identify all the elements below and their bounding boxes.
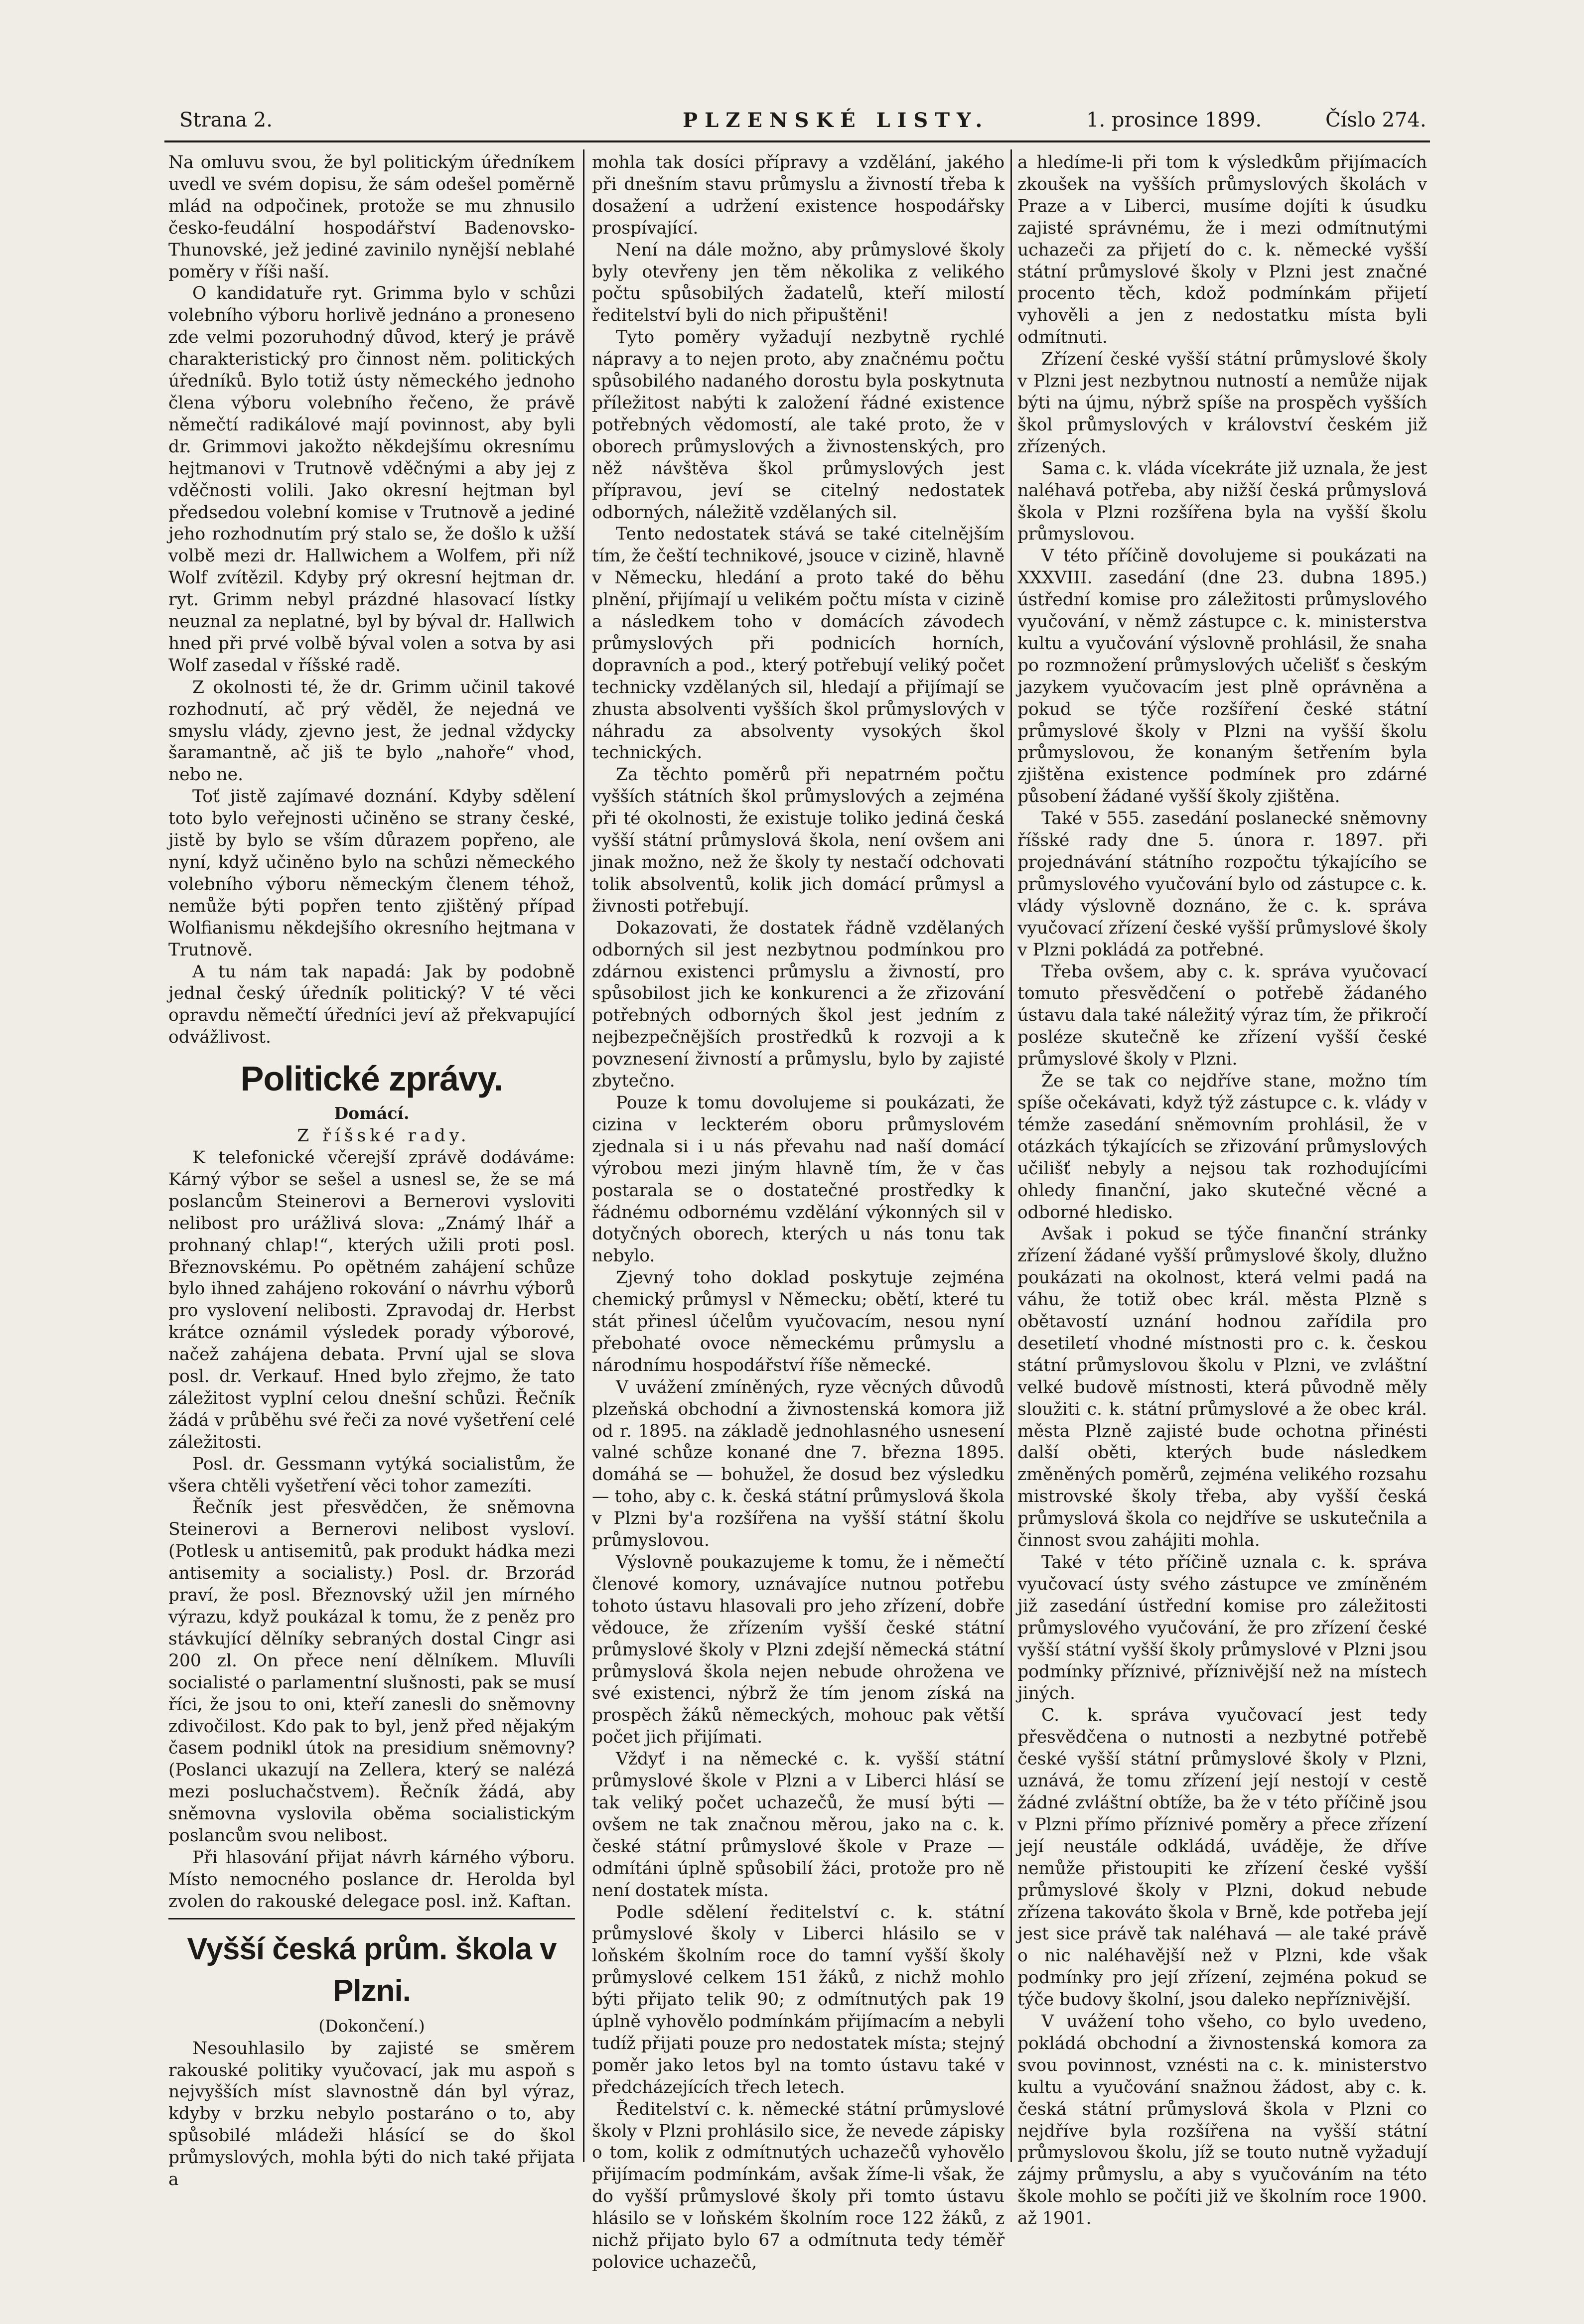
- article-paragraph: Za těchto poměrů při nepatrném počtu vyšších státních škol průmyslových a zejména při té okolnosti, že existuje toliko jediná česká vyšší státní průmyslová škola, není ovšem ani jinak možno, než že školy ty nestačí odchovati tolik absolventů, kolik jich domácí průmysl a živnosti potřebují.: [592, 765, 1005, 916]
- running-header: [179, 109, 1427, 138]
- article-paragraph: Není na dále možno, aby průmyslové školy byly otevřeny jen těm několika z velikého počtu spůsobilých žadatelů, kteří milostí ředitelství byli do nich připuštěni!: [592, 240, 1005, 326]
- article-paragraph: V uvážení zmíněných, ryze věcných důvodů plzeňská obchodní a živnostenská komora již od r. 1895. na základě jednohlasného usnesení valné schůze konané dne 7. března 1895. domáhá se — bohužel, že dosud bez výsledku — toho, aby c. k. česká státní průmyslová škola v Plzni by'a rozšířena na vyšší státní školu průmyslovou.: [592, 1377, 1005, 1551]
- column-2: [592, 152, 1005, 2272]
- column-3: [1017, 152, 1427, 2229]
- article-paragraph: Na omluvu svou, že byl politickým úředníkem uvedl ve svém dopisu, že sám odešel poměrně mlád na odpočinek, protože se mu zhnusilo česko-feudální hospodářství Badenovsko-Thunovské, jež jediné zavinilo nynější neblahé poměry v říši naší.: [168, 152, 575, 282]
- article-paragraph: Řečník jest přesvědčen, že sněmovna Steinerovi a Bernerovi nelibost vysloví. (Potlesk u antisemitů, pak produkt hádka mezi antisemity a socialisty.) Posl. dr. Brzorád praví, že posl. Březnovský užil jen mírného výrazu, když poukázal k tomu, že z peněz pro stávkující dělníky sebraných dostal Cingr asi 200 zl. On přece není dělníkem. Mluvíli socialisté o parlamentní slušnosti, pak se musí říci, že jsou to oni, kteří zanesli do sněmovny zdivočilost. Kdo pak to byl, jenž před nějakým časem podnikl útok na presidium sněmovny? (Poslanci ukazují na Zellera, který se nalézá mezi posluchačstvem). Řečník žádá, aby sněmovna vyslovila oběma socialistickým poslancům svou nelibost.: [168, 1498, 575, 1846]
- article-paragraph: Zřízení české vyšší státní průmyslové školy v Plzni jest nezbytnou nutností a nemůže nijak býti na újmu, nýbrž spíše na prospěch vyšších škol průmyslových v království českém již zřízených.: [1017, 349, 1427, 457]
- issue-number: Číslo 274.: [1325, 109, 1427, 132]
- article-heading: Vyšší česká prům. škola v Plzni.: [187, 1931, 557, 2008]
- article-paragraph: Sama c. k. vláda vícekráte již uznala, že jest naléhavá potřeba, aby nižší česká průmyslová škola v Plzni rozšířena byla na vyšší školu průmyslovou.: [1017, 458, 1427, 545]
- section-heading: Politické zprávy.: [240, 1059, 503, 1098]
- article-paragraph: V uvážení toho všeho, co bylo uvedeno, pokládá obchodní a živnostenská komora za svou povinnost, vznésti na c. k. ministerstvo kultu a vyučování snažnou žádost, aby c. k. česká státní průmyslová škola v Plzni co nejdříve byla rozšířena na vyšší státní průmyslovou školu, jíž se touto nutně vyžadují zájmy průmyslu, a aby s vyučováním na této škole mohlo se počíti již ve školním roce 1900. až 1901.: [1017, 2012, 1427, 2229]
- article-paragraph: Výslovně poukazujeme k tomu, že i němečtí členové komory, uznávajíce nutnou potřebu tohoto ústavu hlasovali pro jeho zřízení, dobře vědouce, že zřízením vyšší české státní průmyslové školy v Plzni zdejší německá státní průmyslová škola nejen nebude ohrožena ve své existenci, nýbrž že tím jenom získá na prospěch žáků německých, mohouc pak větší počet jich přijímati.: [592, 1552, 1005, 1748]
- news-subhead: Z říšské rady.: [297, 1126, 470, 1146]
- article-paragraph: K telefonické včerejší zprávě dodáváme: Kárný výbor se sešel a usnesl se, že se má poslancům Steinerovi a Bernerovi vysloviti nelibost pro urážlivá slova: „Známý lhář a prohnaný chlap!“, kterých užili proti posl. Březnovskému. Po opětném zahájení schůze bylo ihned zahájeno rokování o návrhu výborů pro vyslovení nelibosti. Zpravodaj dr. Herbst krátce oznámil výsledek porady výborové, načež zahájena debata. První ujal se slova posl. dr. Verkauf. Hned bylo zřejmo, že tato záležitost vyplní celou dnešní schůzi. Řečník žádá v průběhu své řeči za nové vyšetření celé záležitosti.: [168, 1147, 575, 1452]
- article-paragraph: Také v této příčině uznala c. k. správa vyučovací ústy svého zástupce ve zmíněném již zasedání ústřední komise pro záležitosti průmyslového vyučování, že pro zřízení české vyšší státní vyšší školy průmyslové v Plzni jsou podmínky příznivé, příznivější než na místech jiných.: [1017, 1552, 1427, 1704]
- article-paragraph: Tyto poměry vyžadují nezbytně rychlé nápravy a to nejen proto, aby značnému počtu spůsobilého nadaného dorostu byla poskytnuta příležitost nabýti k založení řádné existence potřebných vědomostí, ale také proto, že v oborech průmyslových a živnostenských, pro něž návštěva škol průmyslových jest přípravou, jeví se citelný nedostatek odborných, náležitě vzdělaných sil.: [592, 327, 1005, 523]
- article-paragraph: Z okolnosti té, že dr. Grimm učinil takové rozhodnutí, ač prý věděl, že nejedná ve smyslu vlády, zjevno jest, že jednal vždycky šaramantně, ač jiš te bylo „nahoře“ vhod, nebo ne.: [168, 677, 575, 785]
- article-paragraph: C. k. správa vyučovací jest tedy přesvědčena o nutnosti a nezbytné potřebě české vyšší státní průmyslové školy v Plzni, uznává, že tomu zřízení její nestojí v cestě žádné zvláštní obtíže, ba že v této příčině jsou v Plzni přímo příznivé poměry a přece zřízení její neustále odkládá, uváděje, že dříve nemůže přistoupiti ke zřízení české vyšší průmyslové školy v Plzni, dokud nebude zřízena takováto škola v Brně, kde potřeba její jest sice právě tak naléhavá — ale také právě o nic naléhavější než v Plzni, kde však podmínky pro její zřízení, zejména pokud se týče budovy školní, jsou daleko nepříznivější.: [1017, 1705, 1427, 2010]
- article-paragraph: Podle sdělení ředitelství c. k. státní průmyslové školy v Liberci hlásilo se v loňském školním roce do tamní vyšší školy průmyslové celkem 151 žáků, z nichž mohlo býti přijato telik 90; z odmítnutých pak 19 úplně vyhovělo podmínkám přijímacím a nebyli tudíž přijati pouze pro nedostatek místa; stejný poměr jako letos byl na tomto ústavu také v předcházejících třech letech.: [592, 1902, 1005, 2097]
- article-paragraph: Nesouhlasilo by zajisté se směrem rakouské politiky vyučovací, jak mu aspoň s nejvyšších míst slavnostně dán byl výraz, kdyby v brzku nebylo postaráno o to, aby spůsobilé mládeži hlásící se do škol průmyslových, mohla býti do nich také přijata a: [168, 2038, 575, 2190]
- section-divider: [168, 1918, 575, 1919]
- article-paragraph: Pouze k tomu dovolujeme si poukázati, že cizina v leckterém oboru průmyslovém zjednala si i u nás převahu nad naší domácí výrobou mezi jiným hlavně tím, že v čas postarala se o dostatečné prostředky k řádnému odbornému vzdělání výkonných sil v dotyčných oborech, kterých u nás tonu tak nebylo.: [592, 1093, 1005, 1266]
- article-paragraph: mohla tak dosíci přípravy a vzdělání, jakého při dnešním stavu průmyslu a živností třeba k dosažení a udržení existence hospodářsky prospívající.: [592, 152, 1005, 238]
- article-paragraph: V této příčině dovolujeme si poukázati na XXXVIII. zasedání (dne 23. dubna 1895.) ústřední komise pro záležitosti průmyslového vyučování, v němž zástupce c. k. ministerstva kultu a vyučování výslovně prohlásil, že snaha po rozmnožení průmyslových učelišť s českým jazykem vyučovacím jest plně oprávněna a pokud se týče rozšíření české státní průmyslové školy v Plzni na vyšší školu průmyslovou, že konaným šetřením byla zjištěna existence podmínek pro zdárné působení žádané vyšší školy zjištěna.: [1017, 546, 1427, 807]
- article-paragraph: Také v 555. zasedání poslanecké sněmovny říšské rady dne 5. února r. 1897. při projednávání státního rozpočtu týkajícího se průmyslového vyučování bylo od zástupce c. k. vlády výslovně doznáno, že c. k. správa vyučovací zřízení české vyšší průmyslové školy v Plzni pokládá za potřebné.: [1017, 809, 1427, 960]
- article-paragraph: Avšak i pokud se týče finanční stránky zřízení žádané vyšší průmyslové školy, dlužno poukázati na okolnost, která velmi padá na váhu, že totiž obec král. města Plzně s obětavostí uznání hodnou zařídila pro desetiletí vhodné místnosti pro c. k. českou státní průmyslovou školu v Plzni, ve zvláštní velké budově místnosti, která původně měly sloužiti c. k. státní průmyslové a že obec král. města Plzně zajisté bude ochotna přinésti další oběti, kterých bude následkem změněných poměrů, zejména velikého rozsahu mistrovské školy třeba, aby vyšší česká průmyslová škola co nejdříve se uskutečnila a činnost svou zahájiti mohla.: [1017, 1224, 1427, 1551]
- article-paragraph: Dokazovati, že dostatek řádně vzdělaných odborných sil jest nezbytnou podmínkou pro zdárnou existenci průmyslu a živností, pro spůsobilost jich ke konkurenci a že zřizování potřebných odborných škol jest jedním z nejbezpečnějších prostředků k rozvoji a k povznesení živností a průmyslu, bylo by zajisté zbytečno.: [592, 918, 1005, 1092]
- article-paragraph: Zjevný toho doklad poskytuje zejména chemický průmysl v Německu; obětí, které tu stát přinesl účelům vyučovacím, nesou nyní přebohaté ovoce německému průmyslu a národnímu hospodářství říše německé.: [592, 1268, 1005, 1375]
- article-paragraph: Ředitelství c. k. německé státní průmyslové školy v Plzni prohlásilo sice, že nevede zápisky o tom, kolik z odmítnutých uchazečů vyhovělo přijímacím podmínkám, avšak žíme-li však, že do vyšší průmyslové školy při tomto ústavu hlásilo se v loňském školním roce 122 žáků, z nichž přijato bylo 67 a odmítnuta tedy téměř polovice uchazečů,: [592, 2099, 1005, 2272]
- article-paragraph: a hledíme-li při tom k výsledkům přijímacích zkoušek na vyšších průmyslových školách v Praze a v Liberci, musíme dojíti k úsudku zajisté správnému, že i mezi odmítnutými uchazeči za přijetí do c. k. německé vyšší státní průmyslové školy v Plzni jest značné procento těch, kdož podmínkám přijetí vyhověli a jen z nedostatku místa byli odmítnuti.: [1017, 152, 1427, 348]
- article-paragraph: Že se tak co nejdříve stane, možno tím spíše očekávati, když týž zástupce c. k. vlády v témže zasedání sněmovním prohlásil, že v otázkách týkajících se zřizování průmyslových učilišť nebyly a nejsou tak rozhodujícími ohledy finanční, jako skutečné věcné a odborné hledisko.: [1017, 1071, 1427, 1223]
- article-paragraph: Tento nedostatek stává se také citelnějším tím, že čeští technikové, jsouce v cizině, hlavně v Německu, hledání a proto také do běhu plnění, přijímají u velikém počtu místa v cizině a následkem toho v domácích závodech průmyslových při podnicích horních, dopravních a pod., který potřebují veliký počet technicky vzdělaných sil, hledají a přijímají se zhusta absolventi vyšších škol průmyslových v náhradu za absolventy vysokých škol technických.: [592, 524, 1005, 763]
- article-paragraph: A tu nám tak napadá: Jak by podobně jednal český úředník politický? V té věci opravdu němečtí úředníci jeví až překvapující odvážlivost.: [168, 961, 575, 1048]
- column-rule-1: [583, 149, 584, 2162]
- section-subheading: Domácí.: [334, 1103, 410, 1123]
- issue-date: 1. prosince 1899.: [1086, 109, 1262, 132]
- article-paragraph: Při hlasování přijat návrh kárného výboru. Místo nemocného poslance dr. Herolda byl zvolen do rakouské delegace posl. inž. Kaftan.: [168, 1847, 575, 1912]
- article-paragraph: Vždyť i na německé c. k. vyšší státní průmyslové škole v Plzni a v Liberci hlásí se tak veliký počet uchazečů, že musí býti — ovšem ne tak značnou měrou, jako na c. k. české státní průmyslové škole v Praze — odmítáni úplně spůsobilí žáci, protože pro ně není dostatek místa.: [592, 1749, 1005, 1901]
- article-continued-label: (Dokončení.): [318, 2016, 425, 2036]
- header-rule: [164, 140, 1430, 142]
- column-rule-2: [1010, 149, 1012, 2162]
- masthead-title: PLZENSKÉ LISTY.: [683, 109, 990, 132]
- article-paragraph: Třeba ovšem, aby c. k. správa vyučovací tomuto přesvědčení o potřebě žádaného ústavu dala také náležitý výraz tím, že přikročí posléze skutečně ke zřízení vyšší české průmyslové školy v Plzni.: [1017, 961, 1427, 1070]
- page-number: Strana 2.: [179, 109, 273, 132]
- article-paragraph: O kandidatuře ryt. Grimma bylo v schůzi volebního výboru horlivě jednáno a proneseno zde velmi pozoruhodný důvod, který je právě charakteristický pro činnost něm. politických úředníků. Bylo totiž ústy německého jednoho člena výboru volebního řečeno, že právě němečtí radikálové mají povinnost, aby byli dr. Grimmovi jakožto někdejšímu okresnímu hejtmanovi v Trutnově vděčnými a aby jej z vděčnosti volili. Jako okresní hejtman byl předsedou volební komise v Trutnově a jediné jeho rozhodnutím prý stalo se, že došlo k užší volbě mezi dr. Hallwichem a Wolfem, při níž Wolf zvítězil. Kdyby prý okresní hejtman dr. ryt. Grimm nebyl prázdné hlasovací lístky neuznal za neplatné, byl by býval dr. Hallwich hned při prvé volbě býval volen a sotva by asi Wolf zasedal v říšské radě.: [168, 283, 575, 676]
- article-paragraph: Toť jistě zajímavé doznání. Kdyby sdělení toto bylo veřejnosti učiněno se strany české, jistě by bylo se vším důrazem popřeno, ale nyní, když učiněno bylo na schůzi německého volebního výboru německým členem téhož, nemůže býti popřen tento zjištěný případ Wolfianismu někdejšího okresního hejtmana v Trutnově.: [168, 787, 575, 960]
- article-paragraph: Posl. dr. Gessmann vytýká socialistům, že všera chtěli vyšetření věci tohor zamezíti.: [168, 1454, 575, 1496]
- column-1: [168, 152, 575, 2190]
